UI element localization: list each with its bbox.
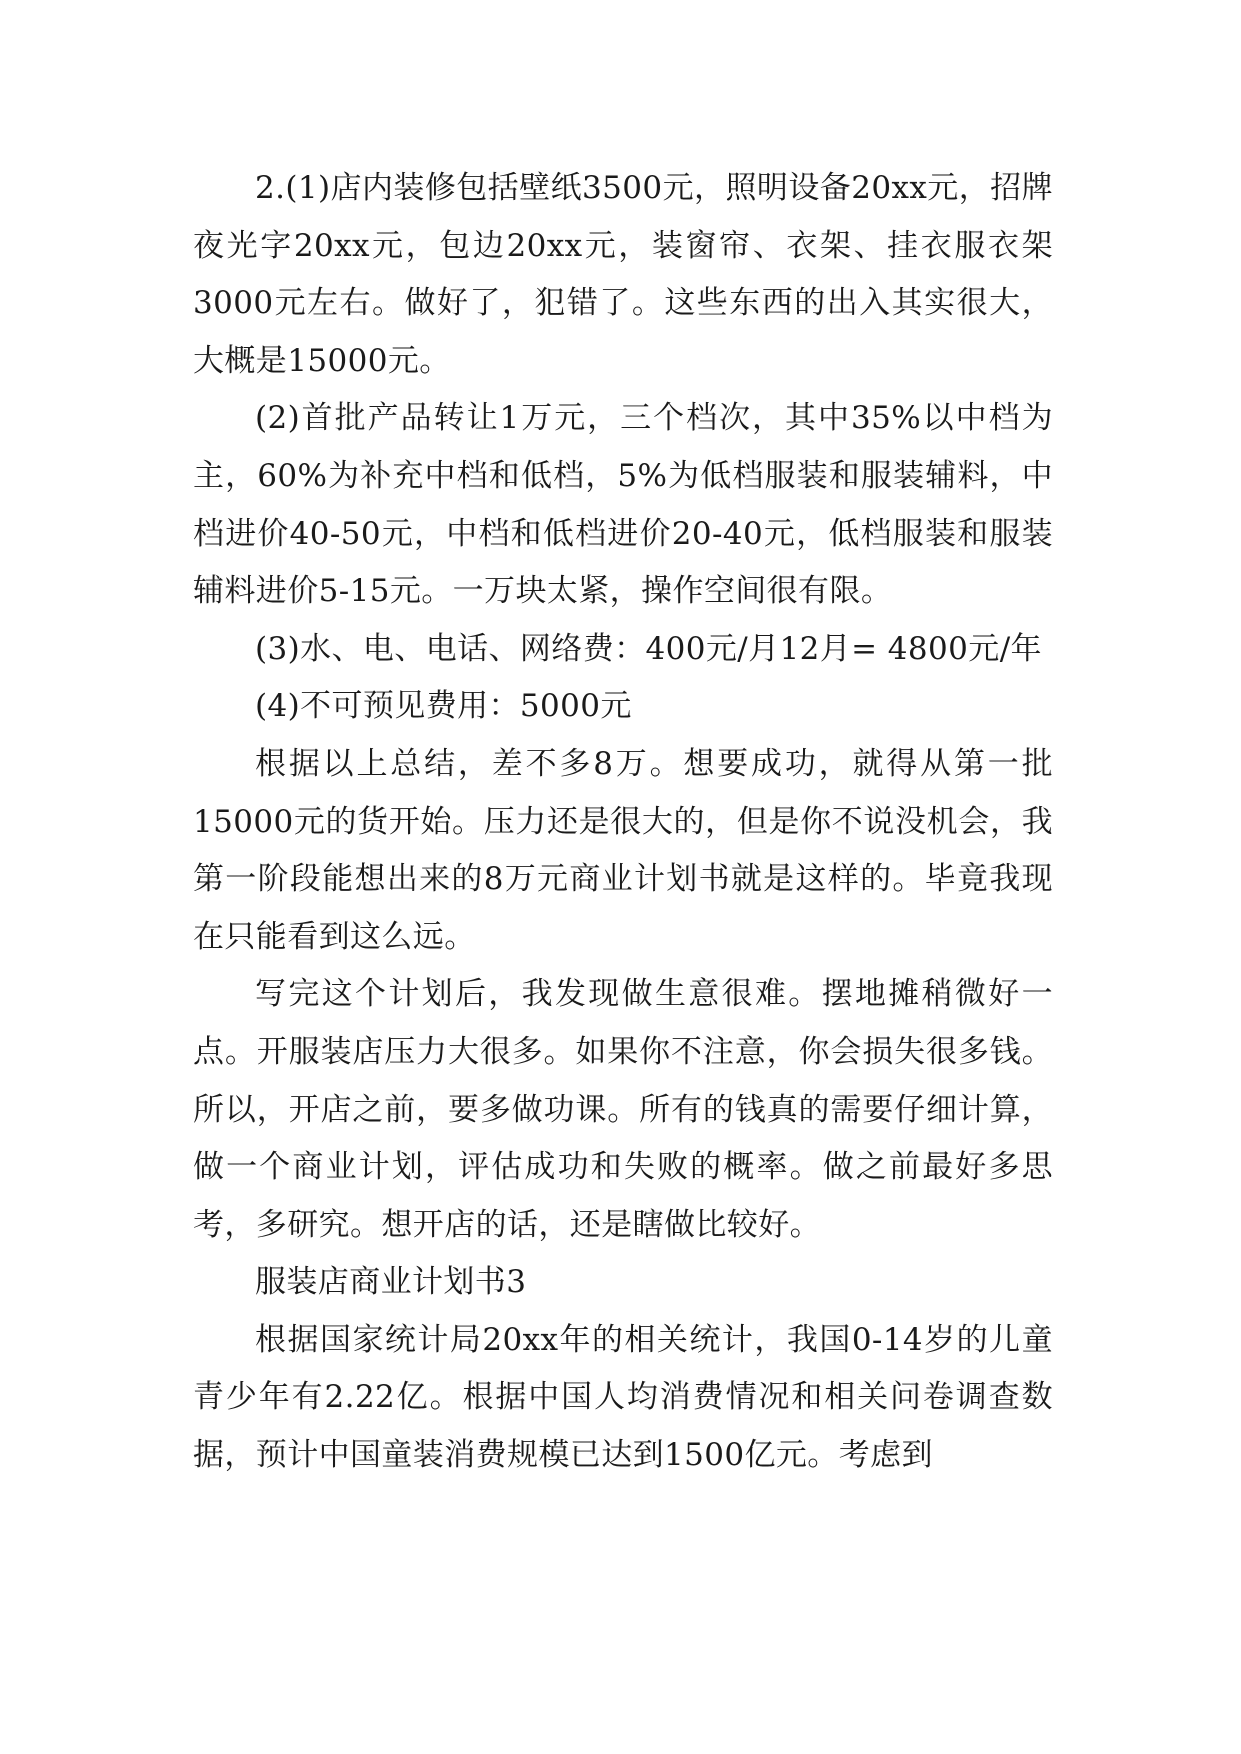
paragraph-reflection: 写完这个计划后，我发现做生意很难。摆地摊稍微好一点。开服装店压力大很多。如果你不注意，你会损失很多钱。所以，开店之前，要多做功课。所有的钱真的需要仔细计算，做一个商业计划，评估成功和失败的概率。做之前最好多思考，多研究。想开店的话，还是瞎做比较好。 xyxy=(193,976,1053,1243)
paragraph-first-batch-products: (2)首批产品转让1万元，三个档次，其中35%以中档为主，60%为补充中档和低档，5%为低档服装和服装辅料，中档进价40-50元，中档和低档进价20-40元，低档服装和服装辅料进价5-15元。一万块太紧，操作空间很有限。 xyxy=(193,400,1053,610)
paragraph-renovation-costs: 2.(1)店内装修包括壁纸3500元，照明设备20xx元，招牌夜光字20xx元，包边20xx元，装窗帘、衣架、挂衣服衣架3000元左右。做好了，犯错了。这些东西的出入其实很大，大概是15000元。 xyxy=(193,170,1053,379)
document-body xyxy=(193,160,1053,1485)
paragraph-market-statistics: 根据国家统计局20xx年的相关统计，我国0-14岁的儿童青少年有2.22亿。根据中国人均消费情况和相关问卷调查数据，预计中国童装消费规模已达到1500亿元。考虑到 xyxy=(193,1321,1053,1474)
section-title: 服装店商业计划书3 xyxy=(255,1264,527,1301)
paragraph-summary: 根据以上总结，差不多8万。想要成功，就得从第一批15000元的货开始。压力还是很大的，但是你不说没机会，我第一阶段能想出来的8万元商业计划书就是这样的。毕竟我现在只能看到这么远。 xyxy=(193,745,1053,955)
paragraph-unforeseen-costs: (4)不可预见费用：5000元 xyxy=(255,688,632,725)
paragraph-utilities: (3)水、电、电话、网络费：400元/月12月= 4800元/年 xyxy=(255,630,1042,667)
